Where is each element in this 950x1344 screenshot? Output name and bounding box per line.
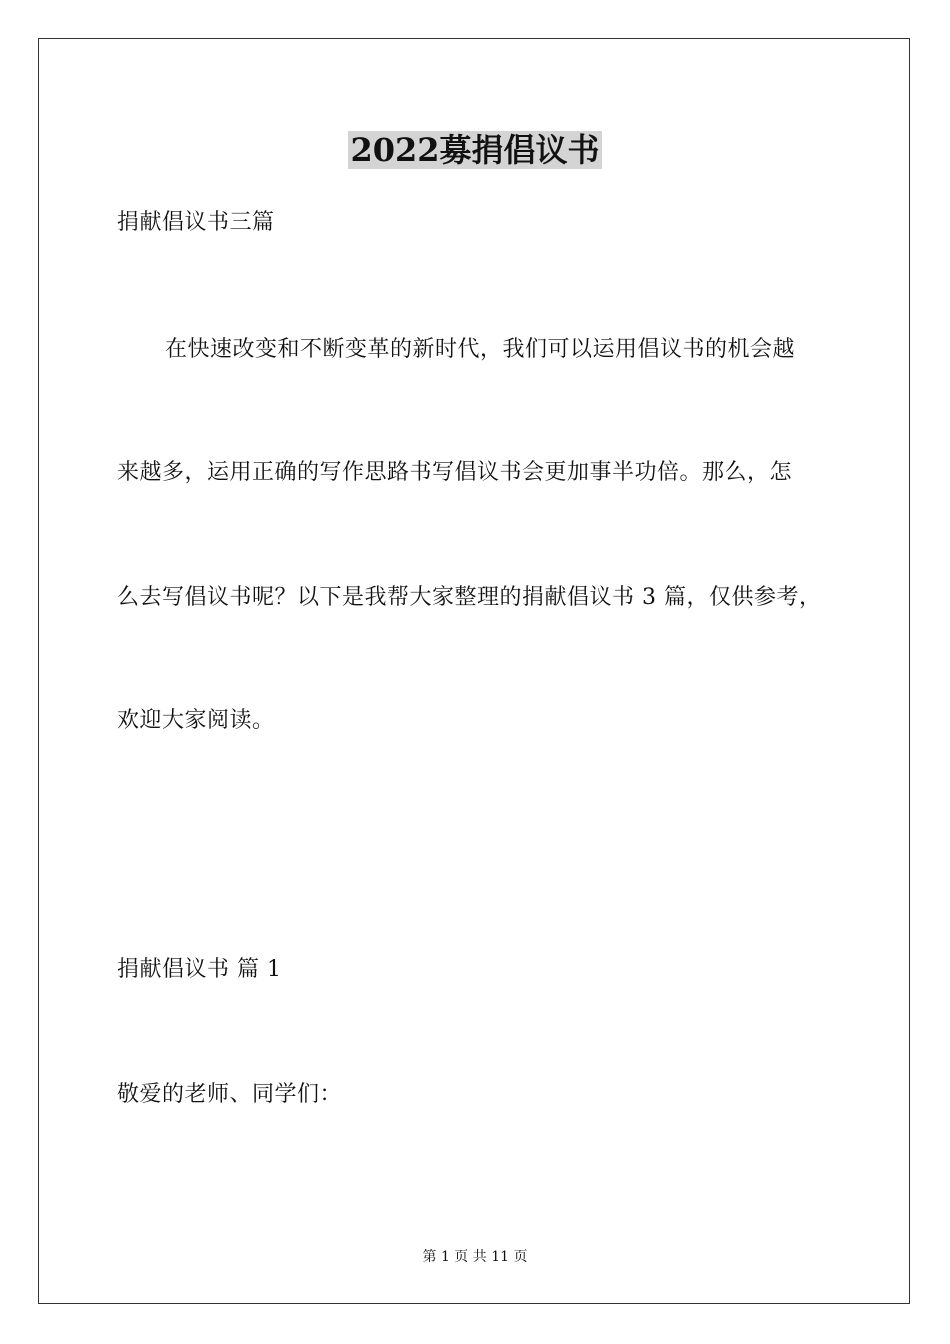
salutation: 敬爱的老师、同学们： xyxy=(117,1082,343,1107)
intro-line-2: 来越多，运用正确的写作思路书写倡议书会更加事半功倍。那么，怎 xyxy=(117,460,793,485)
document-title xyxy=(0,126,950,174)
page-number: 第 1 页 共 11 页 xyxy=(422,1249,528,1265)
document-subtitle: 捐献倡议书三篇 xyxy=(117,210,275,235)
section-heading: 捐献倡议书 篇 1 xyxy=(117,957,282,982)
intro-line-3: 么去写倡议书呢？以下是我帮大家整理的捐献倡议书 3 篇，仅供参考， xyxy=(117,585,822,610)
intro-line-1: 在快速改变和不断变革的新时代，我们可以运用倡议书的机会越 xyxy=(165,337,796,362)
intro-line-4: 欢迎大家阅读。 xyxy=(117,708,275,733)
document-title-text: 2022募捐倡议书 xyxy=(350,131,600,169)
